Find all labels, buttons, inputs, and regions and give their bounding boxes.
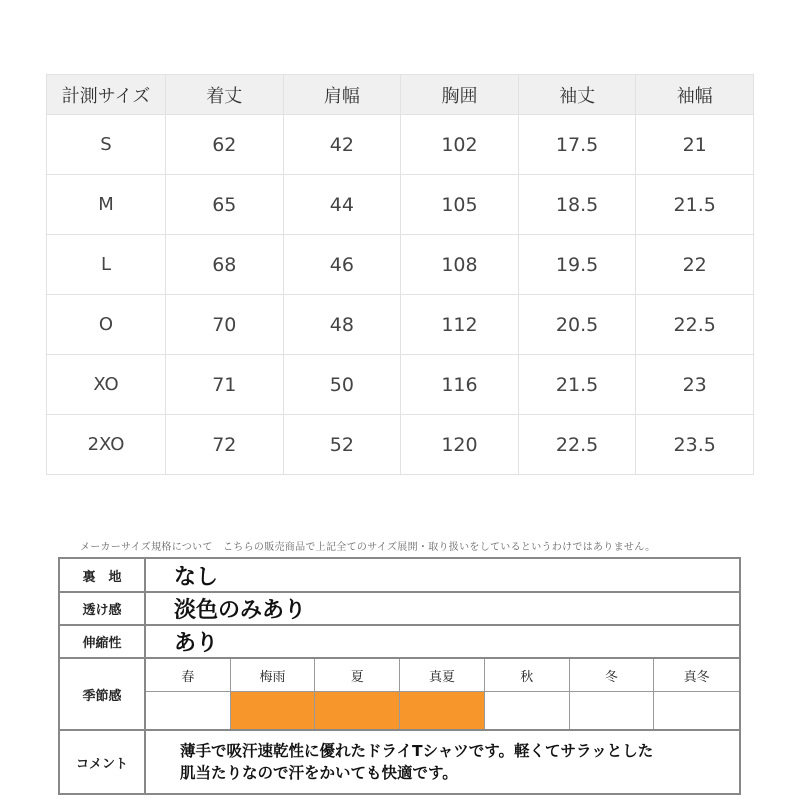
spec-row-sheer bbox=[59, 592, 740, 625]
size-value-cell: 68 bbox=[166, 235, 284, 295]
size-value-cell: 71 bbox=[166, 355, 284, 415]
size-value-cell: 21.5 bbox=[518, 355, 636, 415]
comment-line-1: 薄手で吸汗速乾性に優れたドライTシャツです。軽くてサラッとした bbox=[180, 742, 654, 760]
season-indicator bbox=[315, 692, 400, 729]
lining-label: 裏 地 bbox=[59, 558, 145, 592]
size-value-cell: 120 bbox=[401, 415, 519, 475]
size-value-cell: 42 bbox=[283, 115, 401, 175]
sheer-value: 淡色のみあり bbox=[145, 592, 740, 625]
size-value-cell: 48 bbox=[283, 295, 401, 355]
size-table-body bbox=[47, 75, 754, 475]
size-value-cell: 18.5 bbox=[518, 175, 636, 235]
size-value-cell: 65 bbox=[166, 175, 284, 235]
season-indicator bbox=[146, 692, 231, 729]
size-value-cell: 23.5 bbox=[636, 415, 754, 475]
season-indicator bbox=[570, 692, 655, 729]
size-value-cell: 17.5 bbox=[518, 115, 636, 175]
size-label-cell: S bbox=[47, 115, 166, 175]
size-value-cell: 116 bbox=[401, 355, 519, 415]
size-value-cell: 23 bbox=[636, 355, 754, 415]
size-table bbox=[46, 74, 754, 475]
spec-row-comment bbox=[59, 730, 740, 794]
size-label-cell: O bbox=[47, 295, 166, 355]
season-name: 真冬 bbox=[654, 659, 739, 692]
size-value-cell: 108 bbox=[401, 235, 519, 295]
spec-row-season bbox=[59, 658, 740, 730]
size-value-cell: 20.5 bbox=[518, 295, 636, 355]
season-indicator bbox=[400, 692, 485, 729]
stretch-label: 伸縮性 bbox=[59, 625, 145, 658]
spec-row-lining bbox=[59, 558, 740, 592]
size-note: メーカーサイズ規格について こちらの販売商品で上記全てのサイズ展開・取り扱いをしているというわけではありません。 bbox=[80, 542, 656, 553]
header-cell-chest: 胸囲 bbox=[401, 75, 519, 115]
size-value-cell: 70 bbox=[166, 295, 284, 355]
comment-value bbox=[145, 730, 740, 794]
season-name: 冬 bbox=[570, 659, 655, 692]
table-row bbox=[47, 355, 754, 415]
season-name: 夏 bbox=[315, 659, 400, 692]
season-indicator bbox=[231, 692, 316, 729]
size-value-cell: 22.5 bbox=[636, 295, 754, 355]
table-row bbox=[47, 295, 754, 355]
size-value-cell: 21 bbox=[636, 115, 754, 175]
size-value-cell: 46 bbox=[283, 235, 401, 295]
season-name: 真夏 bbox=[400, 659, 485, 692]
season-name: 秋 bbox=[485, 659, 570, 692]
spec-table bbox=[58, 557, 741, 795]
lining-value: なし bbox=[145, 558, 740, 592]
header-cell-shoulder: 肩幅 bbox=[283, 75, 401, 115]
size-value-cell: 72 bbox=[166, 415, 284, 475]
table-row bbox=[47, 235, 754, 295]
size-value-cell: 62 bbox=[166, 115, 284, 175]
season-indicator bbox=[654, 692, 739, 729]
spec-row-stretch bbox=[59, 625, 740, 658]
comment-line-2: 肌当たりなので汗をかいても快適です。 bbox=[180, 764, 458, 782]
header-cell-measure: 計測サイズ bbox=[47, 75, 166, 115]
size-value-cell: 22.5 bbox=[518, 415, 636, 475]
size-label-cell: M bbox=[47, 175, 166, 235]
size-value-cell: 22 bbox=[636, 235, 754, 295]
size-label-cell: XO bbox=[47, 355, 166, 415]
sheer-label: 透け感 bbox=[59, 592, 145, 625]
table-row bbox=[47, 115, 754, 175]
season-name: 梅雨 bbox=[231, 659, 316, 692]
header-cell-sleeve-length: 袖丈 bbox=[518, 75, 636, 115]
table-row bbox=[47, 415, 754, 475]
comment-label: コメント bbox=[59, 730, 145, 794]
season-grid bbox=[146, 659, 739, 729]
stretch-value: あり bbox=[145, 625, 740, 658]
size-value-cell: 52 bbox=[283, 415, 401, 475]
header-cell-length: 着丈 bbox=[166, 75, 284, 115]
season-indicator bbox=[485, 692, 570, 729]
size-value-cell: 105 bbox=[401, 175, 519, 235]
size-label-cell: L bbox=[47, 235, 166, 295]
size-value-cell: 44 bbox=[283, 175, 401, 235]
season-label: 季節感 bbox=[59, 658, 145, 730]
table-row bbox=[47, 175, 754, 235]
size-value-cell: 50 bbox=[283, 355, 401, 415]
size-table-header-row bbox=[47, 75, 754, 115]
size-value-cell: 112 bbox=[401, 295, 519, 355]
season-cell bbox=[145, 658, 740, 730]
size-value-cell: 21.5 bbox=[636, 175, 754, 235]
size-value-cell: 102 bbox=[401, 115, 519, 175]
header-cell-sleeve-width: 袖幅 bbox=[636, 75, 754, 115]
size-value-cell: 19.5 bbox=[518, 235, 636, 295]
season-name: 春 bbox=[146, 659, 231, 692]
size-label-cell: 2XO bbox=[47, 415, 166, 475]
